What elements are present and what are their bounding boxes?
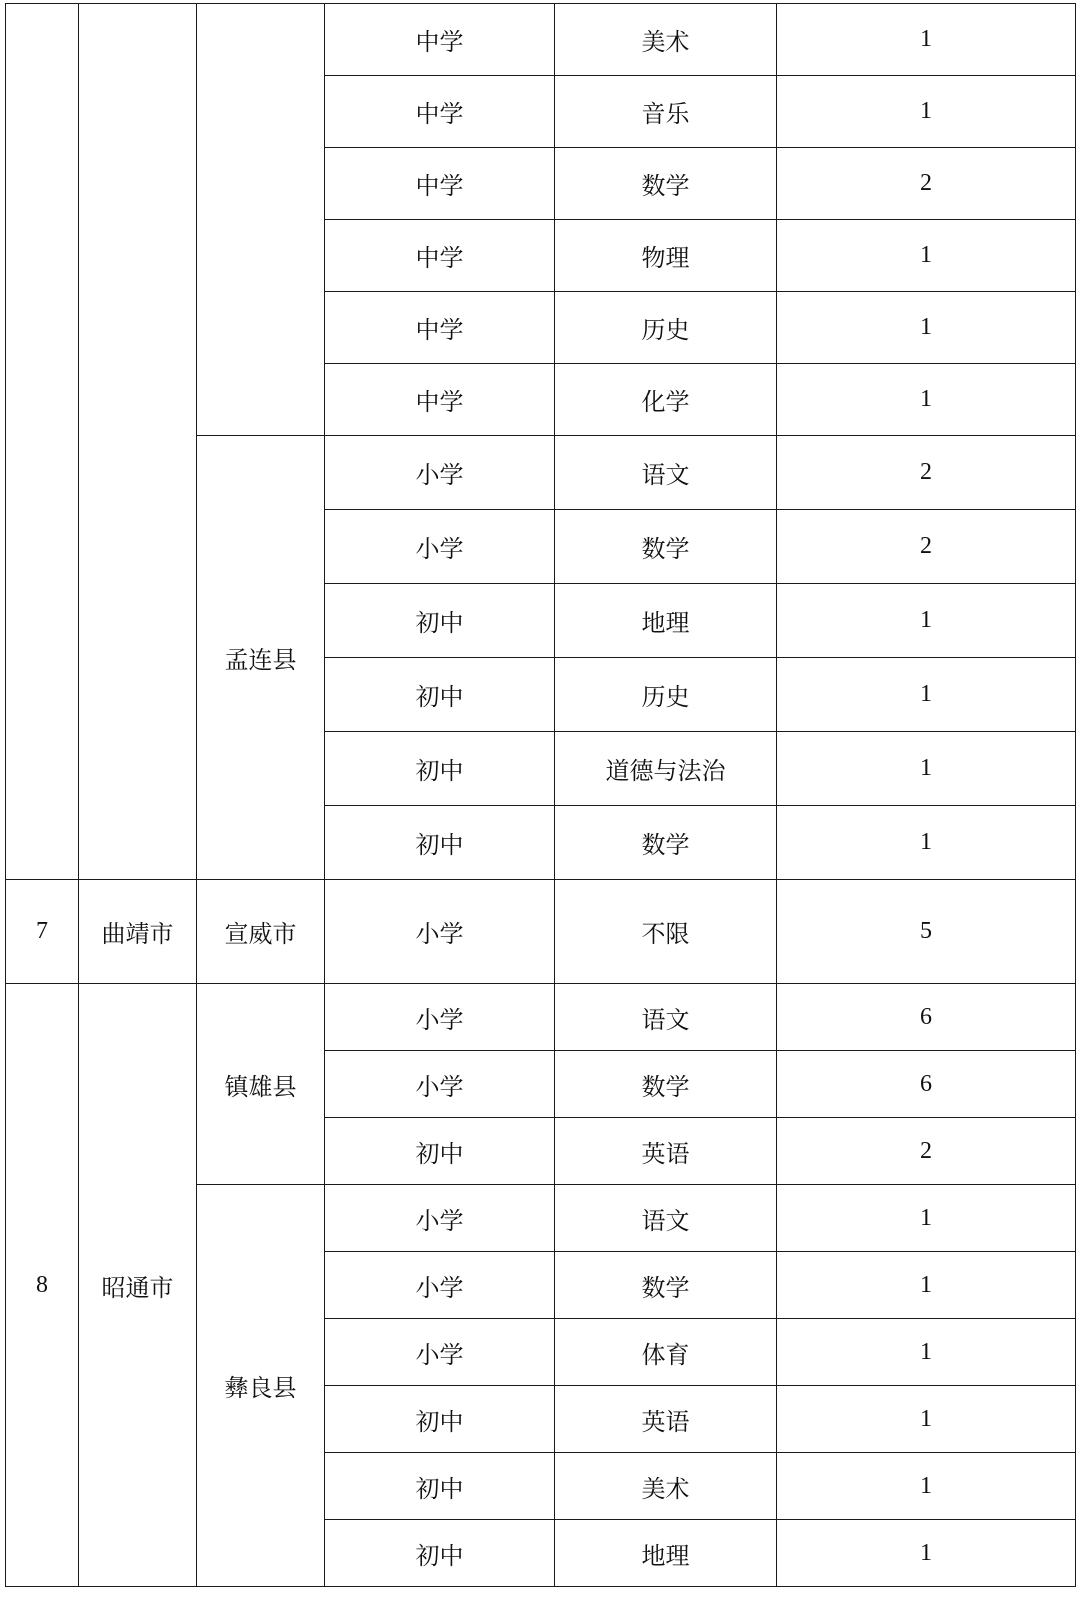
county-cell: 孟连县	[197, 436, 325, 880]
level-cell: 小学	[325, 1185, 555, 1252]
table-row	[6, 984, 1076, 1051]
level-cell: 中学	[325, 148, 555, 220]
count-cell: 1	[777, 364, 1076, 436]
subject-cell: 数学	[555, 510, 777, 584]
city-cell: 曲靖市	[79, 880, 197, 984]
index-cell: 7	[6, 880, 79, 984]
recruitment-table	[5, 3, 1076, 1587]
level-cell: 小学	[325, 1252, 555, 1319]
subject-cell: 美术	[555, 4, 777, 76]
count-cell: 1	[777, 584, 1076, 658]
subject-cell: 物理	[555, 220, 777, 292]
subject-cell: 语文	[555, 984, 777, 1051]
level-cell: 初中	[325, 1520, 555, 1587]
level-cell: 初中	[325, 806, 555, 880]
count-cell: 1	[777, 658, 1076, 732]
count-cell: 5	[777, 880, 1076, 984]
count-cell: 1	[777, 292, 1076, 364]
level-cell: 小学	[325, 880, 555, 984]
level-cell: 小学	[325, 984, 555, 1051]
level-cell: 初中	[325, 658, 555, 732]
subject-cell: 数学	[555, 806, 777, 880]
level-cell: 中学	[325, 292, 555, 364]
index-cell-continued	[6, 4, 79, 880]
level-cell: 初中	[325, 1386, 555, 1453]
count-cell: 1	[777, 1185, 1076, 1252]
count-cell: 6	[777, 1051, 1076, 1118]
count-cell: 2	[777, 510, 1076, 584]
level-cell: 小学	[325, 1051, 555, 1118]
subject-cell: 体育	[555, 1319, 777, 1386]
level-cell: 小学	[325, 436, 555, 510]
subject-cell: 音乐	[555, 76, 777, 148]
count-cell: 1	[777, 732, 1076, 806]
level-cell: 中学	[325, 364, 555, 436]
count-cell: 1	[777, 4, 1076, 76]
count-cell: 1	[777, 806, 1076, 880]
subject-cell: 道德与法治	[555, 732, 777, 806]
subject-cell: 化学	[555, 364, 777, 436]
count-cell: 1	[777, 76, 1076, 148]
count-cell: 1	[777, 1453, 1076, 1520]
subject-cell: 不限	[555, 880, 777, 984]
count-cell: 1	[777, 1252, 1076, 1319]
level-cell: 初中	[325, 732, 555, 806]
level-cell: 初中	[325, 1118, 555, 1185]
level-cell: 小学	[325, 510, 555, 584]
subject-cell: 数学	[555, 148, 777, 220]
subject-cell: 美术	[555, 1453, 777, 1520]
level-cell: 小学	[325, 1319, 555, 1386]
subject-cell: 英语	[555, 1118, 777, 1185]
count-cell: 2	[777, 436, 1076, 510]
count-cell: 1	[777, 220, 1076, 292]
county-cell: 镇雄县	[197, 984, 325, 1185]
table-row	[6, 4, 1076, 76]
level-cell: 中学	[325, 76, 555, 148]
level-cell: 初中	[325, 1453, 555, 1520]
county-cell-continued	[197, 4, 325, 436]
level-cell: 中学	[325, 220, 555, 292]
city-cell-continued	[79, 4, 197, 880]
subject-cell: 数学	[555, 1051, 777, 1118]
subject-cell: 语文	[555, 436, 777, 510]
city-cell: 昭通市	[79, 984, 197, 1587]
count-cell: 1	[777, 1520, 1076, 1587]
subject-cell: 历史	[555, 292, 777, 364]
subject-cell: 数学	[555, 1252, 777, 1319]
table-row	[6, 880, 1076, 984]
county-cell: 彝良县	[197, 1185, 325, 1587]
index-cell: 8	[6, 984, 79, 1587]
subject-cell: 地理	[555, 584, 777, 658]
level-cell: 初中	[325, 584, 555, 658]
subject-cell: 地理	[555, 1520, 777, 1587]
count-cell: 6	[777, 984, 1076, 1051]
count-cell: 2	[777, 148, 1076, 220]
subject-cell: 历史	[555, 658, 777, 732]
count-cell: 1	[777, 1386, 1076, 1453]
recruitment-table-container	[5, 3, 1075, 1587]
subject-cell: 英语	[555, 1386, 777, 1453]
subject-cell: 语文	[555, 1185, 777, 1252]
count-cell: 2	[777, 1118, 1076, 1185]
level-cell: 中学	[325, 4, 555, 76]
count-cell: 1	[777, 1319, 1076, 1386]
county-cell: 宣威市	[197, 880, 325, 984]
